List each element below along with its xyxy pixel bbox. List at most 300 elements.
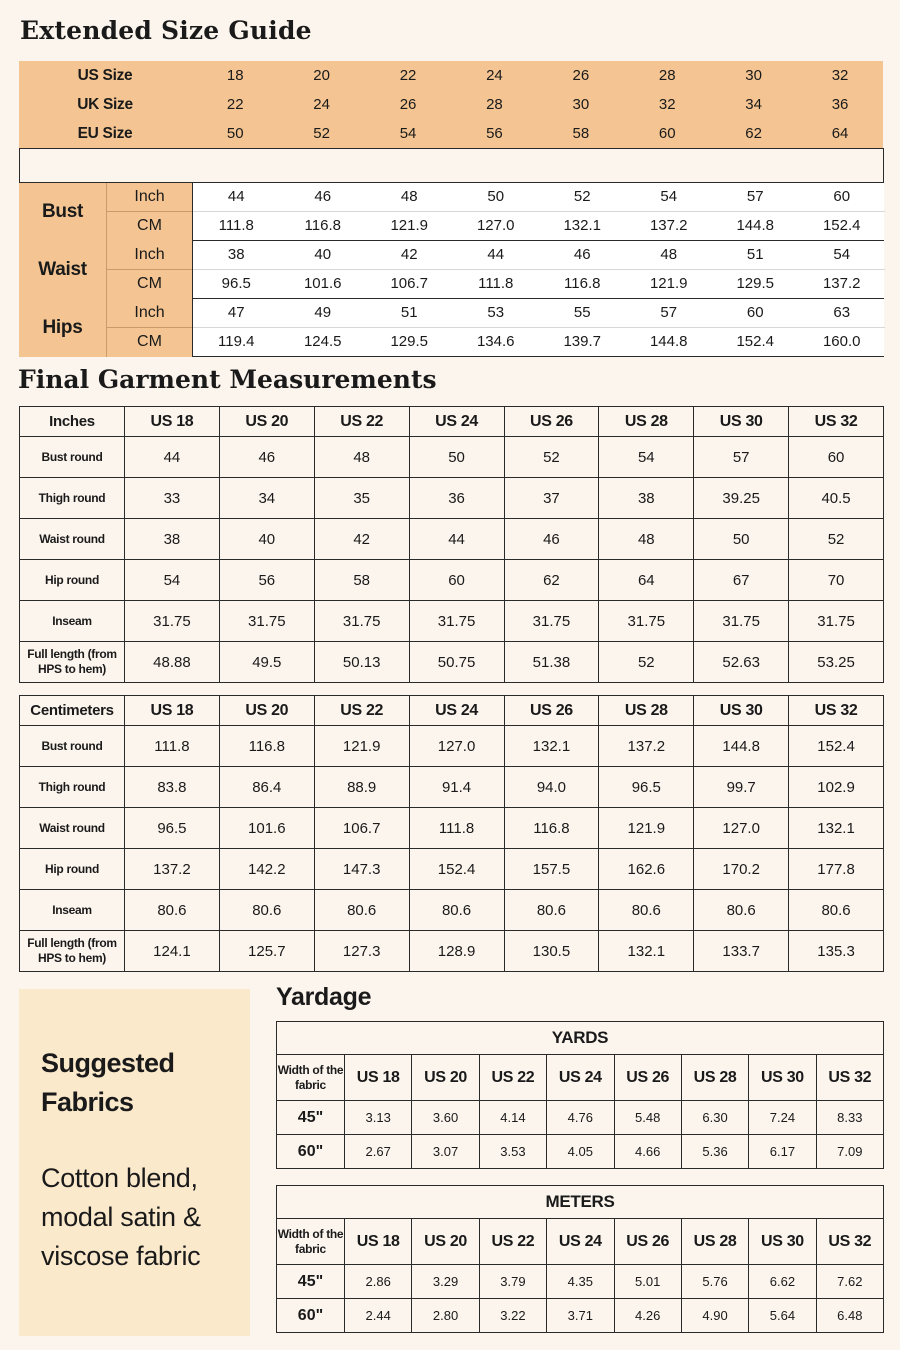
table-cell: 127.3 <box>314 931 409 972</box>
table-cell: 125.7 <box>219 931 314 972</box>
table-cell: 121.9 <box>599 808 694 849</box>
table-row <box>20 931 884 972</box>
measurement-value: 106.7 <box>390 275 429 292</box>
table-cell: 6.30 <box>681 1101 748 1135</box>
table-cell: 31.75 <box>599 601 694 642</box>
measurement-value: 42 <box>400 246 418 263</box>
table-cell: 86.4 <box>219 767 314 808</box>
measurement-value: 129.5 <box>736 275 775 292</box>
table-cell: 2.44 <box>345 1299 412 1333</box>
size-row-label: UK Size <box>77 96 133 113</box>
table-row <box>20 519 884 560</box>
measurement-value: 46 <box>573 246 591 263</box>
table-cell: 51.38 <box>504 642 599 683</box>
table-cell: 48.88 <box>125 642 220 683</box>
size-header: US 32 <box>789 407 884 437</box>
size-value: 20 <box>313 67 330 84</box>
table-cell: 46 <box>219 437 314 478</box>
table-cell: 157.5 <box>504 849 599 890</box>
size-header: US 18 <box>125 407 220 437</box>
measurement-value: 134.6 <box>476 333 515 350</box>
row-label: Waist round <box>20 808 125 849</box>
table-cell: 4.90 <box>681 1299 748 1333</box>
table-cell: 152.4 <box>409 849 504 890</box>
table-cell: 52 <box>599 642 694 683</box>
size-header: US 30 <box>749 1055 816 1101</box>
size-value: 32 <box>831 67 849 84</box>
measurement-values <box>192 183 884 241</box>
table-row <box>277 1265 884 1299</box>
table-cell: 50.75 <box>409 642 504 683</box>
measurement-value: 152.4 <box>822 217 861 234</box>
size-value: 24 <box>486 67 503 84</box>
table-cell: 48 <box>599 519 694 560</box>
table-cell: 64 <box>599 560 694 601</box>
row-label: Hip round <box>20 849 125 890</box>
table-cell: 40.5 <box>789 478 884 519</box>
table-cell: 5.36 <box>681 1135 748 1169</box>
size-row <box>19 119 883 148</box>
measurement-value: 55 <box>573 304 591 321</box>
table-cell: 31.75 <box>504 601 599 642</box>
table-cell: 80.6 <box>125 890 220 931</box>
size-header: US 24 <box>409 696 504 726</box>
measurement-value: 96.5 <box>221 275 251 292</box>
measurement-value: 111.8 <box>478 275 514 292</box>
table-cell: 6.62 <box>749 1265 816 1299</box>
measurement-value: 129.5 <box>390 333 429 350</box>
row-label: Inseam <box>20 890 125 931</box>
row-label: Bust round <box>20 437 125 478</box>
size-header: US 20 <box>219 696 314 726</box>
width-header: Width of the fabric <box>277 1219 345 1265</box>
unit-label-inch: Inch <box>106 241 192 270</box>
measurement-value: 132.1 <box>563 217 602 234</box>
table-cell: 116.8 <box>219 726 314 767</box>
measurement-value: 51 <box>400 304 418 321</box>
table-row <box>20 437 884 478</box>
table-cell: 6.48 <box>816 1299 883 1333</box>
measurement-value: 44 <box>487 246 505 263</box>
measurement-value: 44 <box>227 188 245 205</box>
corner-header: Inches <box>20 407 125 437</box>
size-value: 30 <box>745 67 762 84</box>
measurement-label: Bust <box>19 183 106 241</box>
table-cell: 106.7 <box>314 808 409 849</box>
table-cell: 52 <box>504 437 599 478</box>
table-cell: 38 <box>599 478 694 519</box>
row-label: Waist round <box>20 519 125 560</box>
measurement-value: 116.8 <box>564 275 601 292</box>
measurement-values <box>192 241 884 299</box>
table-cell: 162.6 <box>599 849 694 890</box>
table-cell: 135.3 <box>789 931 884 972</box>
values-row-inch <box>193 183 885 212</box>
measurement-value: 51 <box>746 246 764 263</box>
table-cell: 3.53 <box>479 1135 546 1169</box>
values-row-cm <box>193 328 885 357</box>
table-cell: 36 <box>409 478 504 519</box>
table-cell: 31.75 <box>125 601 220 642</box>
table-cell: 37 <box>504 478 599 519</box>
size-header: US 32 <box>816 1219 883 1265</box>
table-cell: 58 <box>314 560 409 601</box>
table-cell: 42 <box>314 519 409 560</box>
table-cell: 4.26 <box>614 1299 681 1333</box>
table-cell: 91.4 <box>409 767 504 808</box>
measurement-group-hips <box>19 299 884 357</box>
size-conversion-table <box>19 61 883 150</box>
fabric-width-label: 45" <box>277 1265 345 1299</box>
width-header: Width of the fabric <box>277 1055 345 1101</box>
measurement-value: 152.4 <box>736 333 775 350</box>
measurement-group-bust <box>19 183 884 241</box>
table-cell: 3.60 <box>412 1101 479 1135</box>
table-cell: 35 <box>314 478 409 519</box>
table-cell: 4.35 <box>547 1265 614 1299</box>
table-cell: 5.64 <box>749 1299 816 1333</box>
size-header: US 22 <box>314 407 409 437</box>
size-header: US 28 <box>681 1055 748 1101</box>
table-cell: 124.1 <box>125 931 220 972</box>
table-cell: 31.75 <box>789 601 884 642</box>
table-cell: 50 <box>694 519 789 560</box>
size-row <box>19 61 883 90</box>
measurement-value: 101.6 <box>303 275 342 292</box>
table-cell: 132.1 <box>599 931 694 972</box>
table-cell: 4.14 <box>479 1101 546 1135</box>
measurement-value: 54 <box>660 188 678 205</box>
table-cell: 31.75 <box>219 601 314 642</box>
caption-row <box>277 1186 884 1219</box>
table-cell: 56 <box>219 560 314 601</box>
size-value: 28 <box>486 96 503 113</box>
table-cell: 111.8 <box>409 808 504 849</box>
measurement-value: 124.5 <box>303 333 342 350</box>
measurement-value: 46 <box>314 188 332 205</box>
table-cell: 31.75 <box>409 601 504 642</box>
table-row <box>20 890 884 931</box>
measurement-value: 57 <box>746 188 764 205</box>
table-cell: 170.2 <box>694 849 789 890</box>
fabric-width-label: 60" <box>277 1135 345 1169</box>
size-value: 64 <box>831 125 849 142</box>
table-row <box>20 767 884 808</box>
row-label: Thigh round <box>20 478 125 519</box>
measurement-value: 121.9 <box>390 217 429 234</box>
table-cell: 80.6 <box>409 890 504 931</box>
fabrics-title: Suggested Fabrics <box>41 1048 175 1117</box>
measurement-value: 119.4 <box>218 333 255 350</box>
size-guide-title: Extended Size Guide <box>20 16 312 45</box>
table-cell: 99.7 <box>694 767 789 808</box>
measurement-value: 127.0 <box>476 217 515 234</box>
table-spacer <box>19 148 884 183</box>
size-header: US 26 <box>614 1219 681 1265</box>
size-value: 52 <box>313 125 330 142</box>
table-cell: 80.6 <box>504 890 599 931</box>
size-value: 24 <box>313 96 330 113</box>
size-row <box>19 90 883 119</box>
size-header: US 28 <box>599 696 694 726</box>
table-cell: 31.75 <box>314 601 409 642</box>
table-cell: 127.0 <box>694 808 789 849</box>
table-row <box>20 849 884 890</box>
table-cell: 111.8 <box>125 726 220 767</box>
table-cell: 5.01 <box>614 1265 681 1299</box>
size-value: 54 <box>399 125 417 142</box>
table-cell: 96.5 <box>599 767 694 808</box>
garment-cm-table <box>19 695 884 972</box>
table-cell: 60 <box>409 560 504 601</box>
size-value: 32 <box>658 96 676 113</box>
size-header: US 22 <box>479 1219 546 1265</box>
size-header: US 24 <box>409 407 504 437</box>
measurement-group-waist <box>19 241 884 299</box>
size-header: US 18 <box>125 696 220 726</box>
unit-label-inch: Inch <box>106 299 192 328</box>
measurement-value: 116.8 <box>304 217 341 234</box>
measurement-label: Hips <box>19 299 106 357</box>
table-row <box>20 560 884 601</box>
table-cell: 50.13 <box>314 642 409 683</box>
table-cell: 80.6 <box>219 890 314 931</box>
table-cell: 101.6 <box>219 808 314 849</box>
measurement-values <box>192 299 884 357</box>
measurement-value: 121.9 <box>649 275 688 292</box>
table-cell: 4.05 <box>547 1135 614 1169</box>
size-value: 18 <box>226 67 244 84</box>
yardage-yards-table <box>276 1021 884 1169</box>
table-cell: 60 <box>789 437 884 478</box>
table-cell: 2.80 <box>412 1299 479 1333</box>
table-cell: 34 <box>219 478 314 519</box>
table-cell: 83.8 <box>125 767 220 808</box>
table-cell: 2.86 <box>345 1265 412 1299</box>
measurement-value: 50 <box>487 188 505 205</box>
table-cell: 144.8 <box>694 726 789 767</box>
size-header: US 30 <box>694 407 789 437</box>
unit-label-cm: CM <box>106 270 192 299</box>
table-cell: 54 <box>125 560 220 601</box>
table-cell: 132.1 <box>504 726 599 767</box>
size-value: 34 <box>745 96 762 113</box>
table-cell: 3.79 <box>479 1265 546 1299</box>
size-header: US 18 <box>345 1219 412 1265</box>
row-label: Bust round <box>20 726 125 767</box>
size-header: US 28 <box>681 1219 748 1265</box>
table-cell: 7.09 <box>816 1135 883 1169</box>
table-row <box>20 478 884 519</box>
table-cell: 88.9 <box>314 767 409 808</box>
table-cell: 5.48 <box>614 1101 681 1135</box>
measurement-value: 137.2 <box>649 217 688 234</box>
unit-label-cm: CM <box>106 212 192 241</box>
measurement-value: 139.7 <box>563 333 602 350</box>
table-row <box>277 1101 884 1135</box>
row-label: Thigh round <box>20 767 125 808</box>
table-cell: 7.24 <box>749 1101 816 1135</box>
size-header: US 18 <box>345 1055 412 1101</box>
header-row <box>277 1055 884 1101</box>
table-cell: 102.9 <box>789 767 884 808</box>
unit-label-cm: CM <box>106 328 192 357</box>
table-cell: 127.0 <box>409 726 504 767</box>
measurement-value: 49 <box>314 304 332 321</box>
table-cell: 67 <box>694 560 789 601</box>
size-header: US 24 <box>547 1055 614 1101</box>
fabric-width-label: 60" <box>277 1299 345 1333</box>
size-header: US 26 <box>504 696 599 726</box>
measurement-value: 53 <box>487 304 505 321</box>
size-value: 22 <box>226 96 244 113</box>
yardage-caption: METERS <box>277 1186 884 1219</box>
table-cell: 3.13 <box>345 1101 412 1135</box>
table-cell: 80.6 <box>789 890 884 931</box>
fabric-width-label: 45" <box>277 1101 345 1135</box>
size-header: US 24 <box>547 1219 614 1265</box>
measurement-value: 137.2 <box>822 275 861 292</box>
size-value: 60 <box>658 125 676 142</box>
table-cell: 80.6 <box>694 890 789 931</box>
measurement-value: 111.8 <box>218 217 254 234</box>
table-cell: 3.22 <box>479 1299 546 1333</box>
size-header: US 32 <box>816 1055 883 1101</box>
size-header: US 20 <box>219 407 314 437</box>
table-cell: 137.2 <box>125 849 220 890</box>
values-row-cm <box>193 212 885 241</box>
size-value: 26 <box>572 67 590 84</box>
header-row <box>20 696 884 726</box>
size-header: US 28 <box>599 407 694 437</box>
measurement-value: 54 <box>833 246 851 263</box>
table-cell: 39.25 <box>694 478 789 519</box>
size-header: US 30 <box>749 1219 816 1265</box>
table-row <box>20 642 884 683</box>
table-cell: 94.0 <box>504 767 599 808</box>
fabrics-text: Cotton blend, modal satin & viscose fabric <box>41 1163 201 1271</box>
table-cell: 33 <box>125 478 220 519</box>
measurement-value: 160.0 <box>822 333 861 350</box>
table-cell: 80.6 <box>599 890 694 931</box>
suggested-fabrics-panel <box>19 989 250 1336</box>
table-cell: 3.29 <box>412 1265 479 1299</box>
table-cell: 137.2 <box>599 726 694 767</box>
size-header: US 20 <box>412 1219 479 1265</box>
table-cell: 46 <box>504 519 599 560</box>
table-cell: 7.62 <box>816 1265 883 1299</box>
values-row-cm <box>193 270 885 299</box>
size-value: 36 <box>831 96 849 113</box>
size-value: 22 <box>399 67 417 84</box>
table-cell: 38 <box>125 519 220 560</box>
table-cell: 31.75 <box>694 601 789 642</box>
table-cell: 44 <box>409 519 504 560</box>
size-row-label: US Size <box>77 67 133 84</box>
row-label: Inseam <box>20 601 125 642</box>
table-cell: 121.9 <box>314 726 409 767</box>
size-header: US 20 <box>412 1055 479 1101</box>
measurement-value: 52 <box>573 188 591 205</box>
corner-header: Centimeters <box>20 696 125 726</box>
final-garment-title: Final Garment Measurements <box>18 365 437 394</box>
body-measurements-table <box>19 183 884 358</box>
table-cell: 3.71 <box>547 1299 614 1333</box>
size-value: 56 <box>486 125 503 142</box>
yardage-meters-table <box>276 1185 884 1333</box>
table-cell: 40 <box>219 519 314 560</box>
table-cell: 70 <box>789 560 884 601</box>
table-cell: 130.5 <box>504 931 599 972</box>
table-cell: 152.4 <box>789 726 884 767</box>
measurement-value: 144.8 <box>649 333 688 350</box>
unit-label-inch: Inch <box>106 183 192 212</box>
row-label: Full length (from HPS to hem) <box>20 931 125 972</box>
table-cell: 4.76 <box>547 1101 614 1135</box>
table-cell: 8.33 <box>816 1101 883 1135</box>
table-cell: 6.17 <box>749 1135 816 1169</box>
measurement-value: 57 <box>660 304 678 321</box>
size-header: US 22 <box>479 1055 546 1101</box>
row-label: Full length (from HPS to hem) <box>20 642 125 683</box>
table-cell: 96.5 <box>125 808 220 849</box>
table-cell: 147.3 <box>314 849 409 890</box>
size-value: 26 <box>399 96 417 113</box>
table-cell: 128.9 <box>409 931 504 972</box>
caption-row <box>277 1022 884 1055</box>
measurement-value: 60 <box>746 304 764 321</box>
table-cell: 54 <box>599 437 694 478</box>
table-cell: 52.63 <box>694 642 789 683</box>
table-cell: 116.8 <box>504 808 599 849</box>
table-cell: 48 <box>314 437 409 478</box>
table-cell: 142.2 <box>219 849 314 890</box>
table-cell: 62 <box>504 560 599 601</box>
measurement-value: 60 <box>833 188 851 205</box>
table-cell: 5.76 <box>681 1265 748 1299</box>
table-cell: 4.66 <box>614 1135 681 1169</box>
header-row <box>277 1219 884 1265</box>
measurement-value: 48 <box>660 246 678 263</box>
row-label: Hip round <box>20 560 125 601</box>
size-value: 62 <box>745 125 762 142</box>
table-row <box>277 1299 884 1333</box>
size-value: 28 <box>658 67 676 84</box>
measurement-value: 38 <box>227 246 245 263</box>
values-row-inch <box>193 299 885 328</box>
table-cell: 44 <box>125 437 220 478</box>
table-cell: 52 <box>789 519 884 560</box>
table-row <box>20 601 884 642</box>
table-row <box>277 1135 884 1169</box>
measurement-value: 47 <box>227 304 245 321</box>
measurement-label: Waist <box>19 241 106 299</box>
measurement-value: 48 <box>400 188 418 205</box>
table-cell: 50 <box>409 437 504 478</box>
size-header: US 30 <box>694 696 789 726</box>
table-cell: 2.67 <box>345 1135 412 1169</box>
table-cell: 57 <box>694 437 789 478</box>
table-cell: 177.8 <box>789 849 884 890</box>
size-row-label: EU Size <box>77 125 133 142</box>
table-cell: 53.25 <box>789 642 884 683</box>
size-header: US 32 <box>789 696 884 726</box>
table-row <box>20 808 884 849</box>
table-row <box>20 726 884 767</box>
table-cell: 80.6 <box>314 890 409 931</box>
yardage-caption: YARDS <box>277 1022 884 1055</box>
size-value: 50 <box>226 125 244 142</box>
